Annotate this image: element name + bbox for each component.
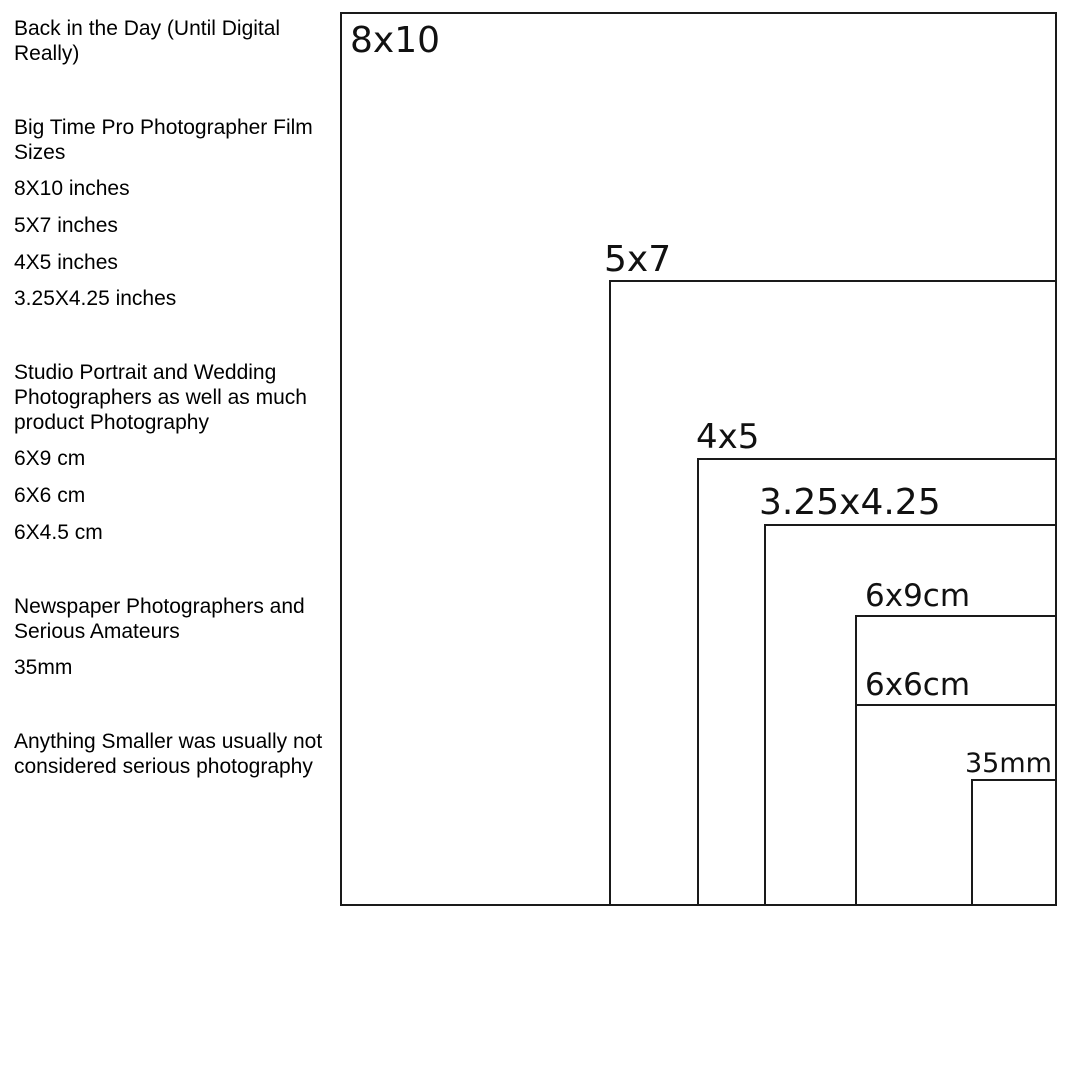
section-heading: Newspaper Photographers and Serious Amateurs — [14, 594, 305, 643]
section-heading: Studio Portrait and Wedding Photographers as well as much product Photography — [14, 361, 307, 435]
size-item: 5X7 inches — [14, 213, 118, 237]
closing-text: Anything Smaller was usually not considered serious photography — [14, 729, 323, 778]
size-item: 8X10 inches — [14, 177, 130, 200]
size-item: 6X6 cm — [14, 484, 86, 508]
label-4x5: 4x5 — [696, 417, 760, 457]
size-item: 3.25X4.25 inches — [14, 287, 177, 311]
size-item: 35mm — [14, 655, 73, 679]
size-item: 6X4.5 cm — [14, 520, 103, 544]
label-8x10: 8x10 — [350, 20, 441, 61]
size-item: 6X9 cm — [14, 447, 86, 471]
label-6x9cm: 6x9cm — [865, 578, 971, 614]
label-5x7: 5x7 — [604, 239, 672, 280]
label-6x6cm: 6x6cm — [865, 667, 971, 703]
frame-5x7 — [610, 281, 1056, 905]
frame-6x6cm — [856, 705, 1056, 905]
frame-35mm — [972, 780, 1056, 905]
size-item: 4X5 inches — [14, 250, 118, 274]
intro-text: Back in the Day (Until Digital Really) — [14, 17, 281, 65]
label-3.25x4.25: 3.25x4.25 — [759, 482, 941, 523]
label-35mm: 35mm — [965, 748, 1052, 779]
section-heading: Big Time Pro Photographer Film Sizes — [14, 116, 313, 164]
